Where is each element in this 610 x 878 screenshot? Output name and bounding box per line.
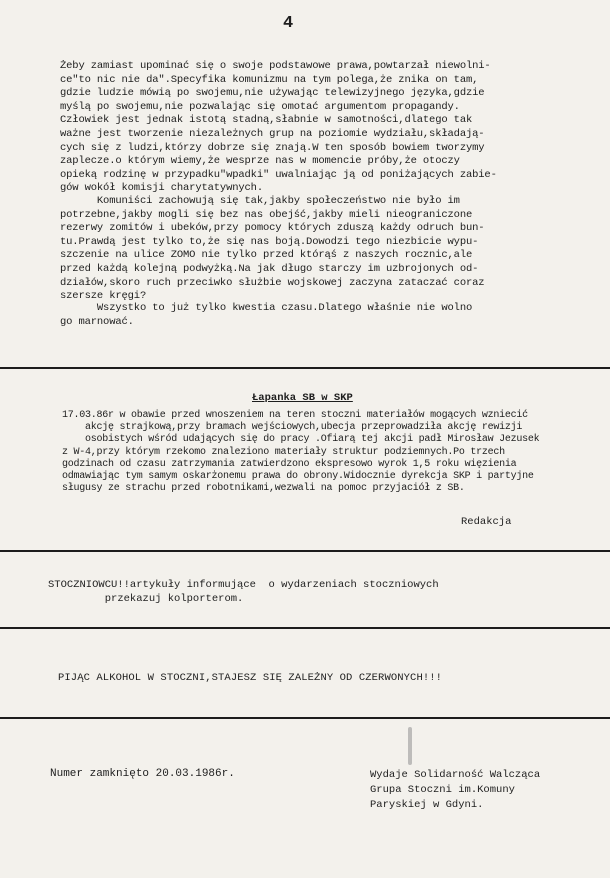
- section-divider: [0, 367, 610, 369]
- section-divider: [0, 550, 610, 552]
- news-signature: Redakcja: [461, 516, 512, 528]
- article-paragraph-2: Komuniści zachowują się tak,jakby społeczeństwo nie było im potrzebne,jakby mogli się bez nas obejść,jakby mieli nieograniczone rezerwy zomitów i ubeków,przy pomocy których zduszą każdy odruch bun- tu.Prawdą jest tylko to,że się nas boją.Dowodzi tego niezbicie wypu- szczenie na ulice ZOMO nie tylko przed którąś z naszych rocznic,ale przed każdą kolejną podwyżką.Na jak długo starczy im uzbrojonych od- działów,skoro ruch przeciwko służbie wojskowej zaczyna zataczać coraz szersze kręgi?: [60, 195, 485, 303]
- section-divider: [0, 627, 610, 629]
- ink-smudge: [408, 727, 412, 765]
- appeal-text: STOCZNIOWCU!!artykuły informujące o wydarzeniach stoczniowych przekazuj kolporterom.: [48, 579, 439, 605]
- issue-closed-date: Numer zamknięto 20.03.1986r.: [50, 768, 235, 780]
- article-paragraph-3: Wszystko to już tylko kwestia czasu.Dlatego właśnie nie wolno go marnować.: [60, 302, 473, 328]
- news-heading: Łapanka SB w SKP: [252, 392, 353, 404]
- slogan-text: PIJĄC ALKOHOL W STOCZNI,STAJESZ SIĘ ZALEŻNY OD CZERWONYCH!!!: [58, 672, 443, 684]
- publisher-info: Wydaje Solidarność Walcząca Grupa Stoczni im.Komuny Paryskiej w Gdyni.: [370, 769, 541, 811]
- news-body: 17.03.86r w obawie przed wnoszeniem na teren stoczni materiałów mogących wzniecić akcję strajkową,przy bramach wejściowych,ubecja przeprowadziła akcję rewizji osobistych wśród udających się do pracy .Ofiarą tej akcji padł Mirosław Jezusek z W-4,przy którym rzekomo znaleziono materiały struktur podziemnych.Po trzech godzinach od czasu zatrzymania zatwierdzono ekspresowo wyrok 1,5 roku więzienia odmawiając tym samym oskarżonemu prawa do obrony.Widocznie dyrekcja SKP i partyjne sługusy ze strachu przed robotnikami,wezwali na pomoc przyjaciół z SB.: [62, 410, 540, 495]
- section-divider: [0, 717, 610, 719]
- article-paragraph-1: Żeby zamiast upominać się o swoje podstawowe prawa,powtarzał niewolni- ce"to nic nie da".Specyfika komunizmu na tym polega,że znika on tam, gdzie ludzie mówią po swojemu,nie używając telewizyjnego języka,gdzie myślą po swojemu,nie pozwalając się omotać argumentom propagandy. Człowiek jest jednak istotą stadną,słabnie w samotności,dlatego tak ważne jest tworzenie niezależnych grup na poziomie wydziału,składają- cych się z ludzi,którzy dobrze się znają.W ten sposób bowiem tworzymy zaplecze.o którym wiemy,że wesprze nas w momencie próby,że otoczy opieką rodzinę w przypadku"wpadki" uwalniając ją od poniżających zabie- gów wokół komisji charytatywnych.: [60, 60, 497, 195]
- page-number: 4: [283, 14, 294, 33]
